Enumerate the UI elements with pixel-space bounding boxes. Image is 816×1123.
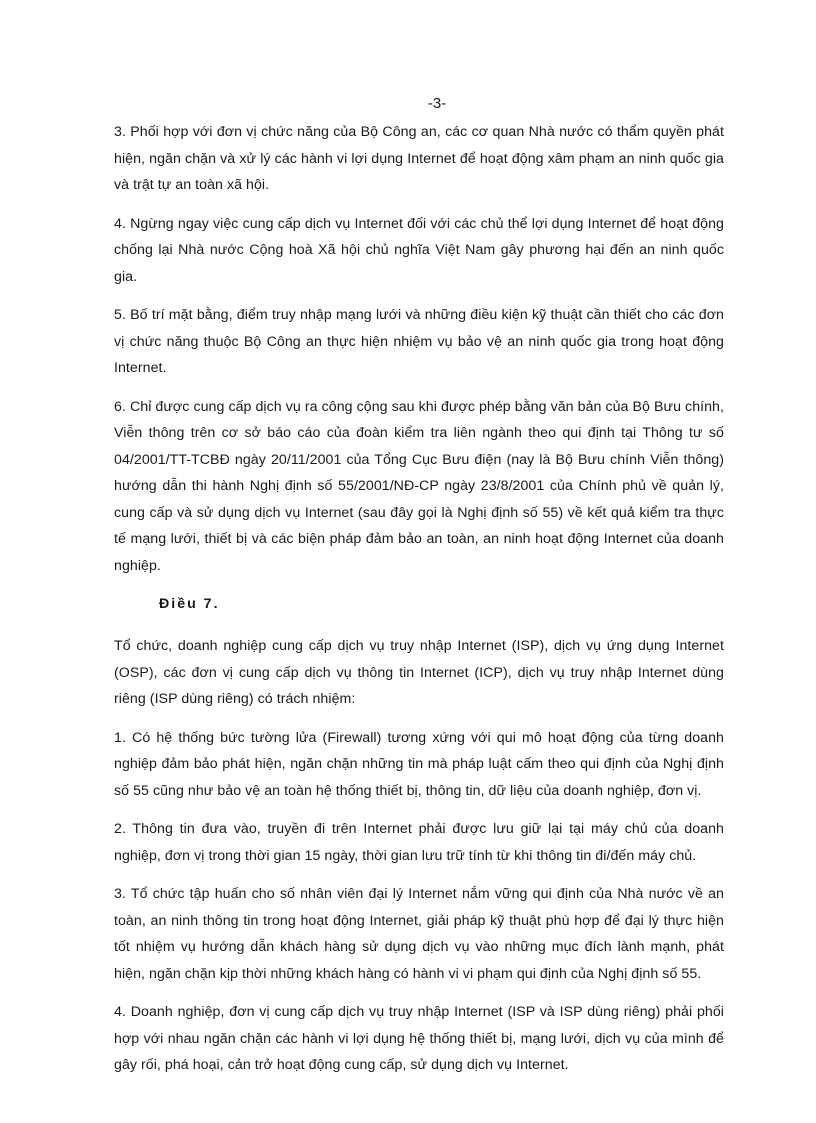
clause-paragraph-4: 4. Ngừng ngay việc cung cấp dịch vụ Internet đối với các chủ thể lợi dụng Internet để hoạt động chống lại Nhà nước Cộng hoà Xã hội chủ nghĩa Việt Nam gây phương hại đến an ninh quốc gia. [114,215,724,285]
article-clause-1: 1. Có hệ thống bức tường lửa (Firewall) tương xứng với qui mô hoạt động của từng doanh nghiệp đảm bảo phát hiện, ngăn chặn những tin mà pháp luật cấm theo qui định của Nghị định số 55 cũng như bảo vệ an toàn hệ thống thiết bị, thông tin, dữ liệu của doanh nghiệp, đơn vị. [114,729,724,799]
page-number: -3- [427,95,447,112]
article-clause-3: 3. Tổ chức tập huấn cho số nhân viên đại lý Internet nắm vững qui định của Nhà nước về an toàn, an ninh thông tin trong hoạt động Internet, giải pháp kỹ thuật phù hợp để đại lý thực hiện tốt nhiệm vụ hướng dẫn khách hàng sử dụng dịch vụ vào những mục đích lành mạnh, phát hiện, ngăn chặn kịp thời những khách hàng có hành vi vi phạm qui định của Nghị định số 55. [114,886,724,982]
clause-paragraph-3: 3. Phối hợp với đơn vị chức năng của Bộ Công an, các cơ quan Nhà nước có thẩm quyền phát hiện, ngăn chặn và xử lý các hành vi lợi dụng Internet để hoạt động xâm phạm an ninh quốc gia và trật tự an toàn xã hội. [114,124,724,193]
article-clause-4: 4. Doanh nghiệp, đơn vị cung cấp dịch vụ truy nhập Internet (ISP và ISP dùng riêng) phải phối hợp với nhau ngăn chặn các hành vi lợi dụng hệ thống thiết bị, mạng lưới, dịch vụ của mình để gây rối, phá hoại, cản trở hoạt động cung cấp, sử dụng dịch vụ Internet. [114,1004,724,1073]
clause-paragraph-5: 5. Bố trí mặt bằng, điểm truy nhập mạng lưới và những điều kiện kỹ thuật cần thiết cho các đơn vị chức năng thuộc Bộ Công an thực hiện nhiệm vụ bảo vệ an ninh quốc gia trong hoạt động Internet. [114,307,724,376]
article-heading: Điều 7. [159,596,220,612]
document-body [114,119,724,1091]
article-intro: Tổ chức, doanh nghiệp cung cấp dịch vụ truy nhập Internet (ISP), dịch vụ ứng dụng Internet (OSP), các đơn vị cung cấp dịch vụ thông tin Internet (ICP), dịch vụ truy nhập Internet dùng riêng (ISP dùng riêng) có trách nhiệm: [114,638,724,707]
clause-paragraph-6: 6. Chỉ được cung cấp dịch vụ ra công cộng sau khi được phép bằng văn bản của Bộ Bưu chính, Viễn thông trên cơ sở báo cáo của đoàn kiểm tra liên ngành theo qui định tại Thông tư số 04/2001/TT-TCBĐ ngày 20/11/2001 của Tổng Cục Bưu điện (nay là Bộ Bưu chính Viễn thông) hướng dẫn thi hành Nghị định số 55/2001/NĐ-CP ngày 23/8/2001 của Chính phủ về quản lý, cung cấp và sử dụng dịch vụ Internet (sau đây gọi là Nghị định số 55) về kết quả kiểm tra thực tế mạng lưới, thiết bị và các biện pháp đảm bảo an toàn, an ninh hoạt động Internet của doanh nghiệp. [114,398,724,574]
article-clause-2: 2. Thông tin đưa vào, truyền đi trên Internet phải được lưu giữ lại tại máy chủ của doanh nghiệp, đơn vị trong thời gian 15 ngày, thời gian lưu trữ tính từ khi thông tin đi/đến máy chủ. [114,821,724,864]
